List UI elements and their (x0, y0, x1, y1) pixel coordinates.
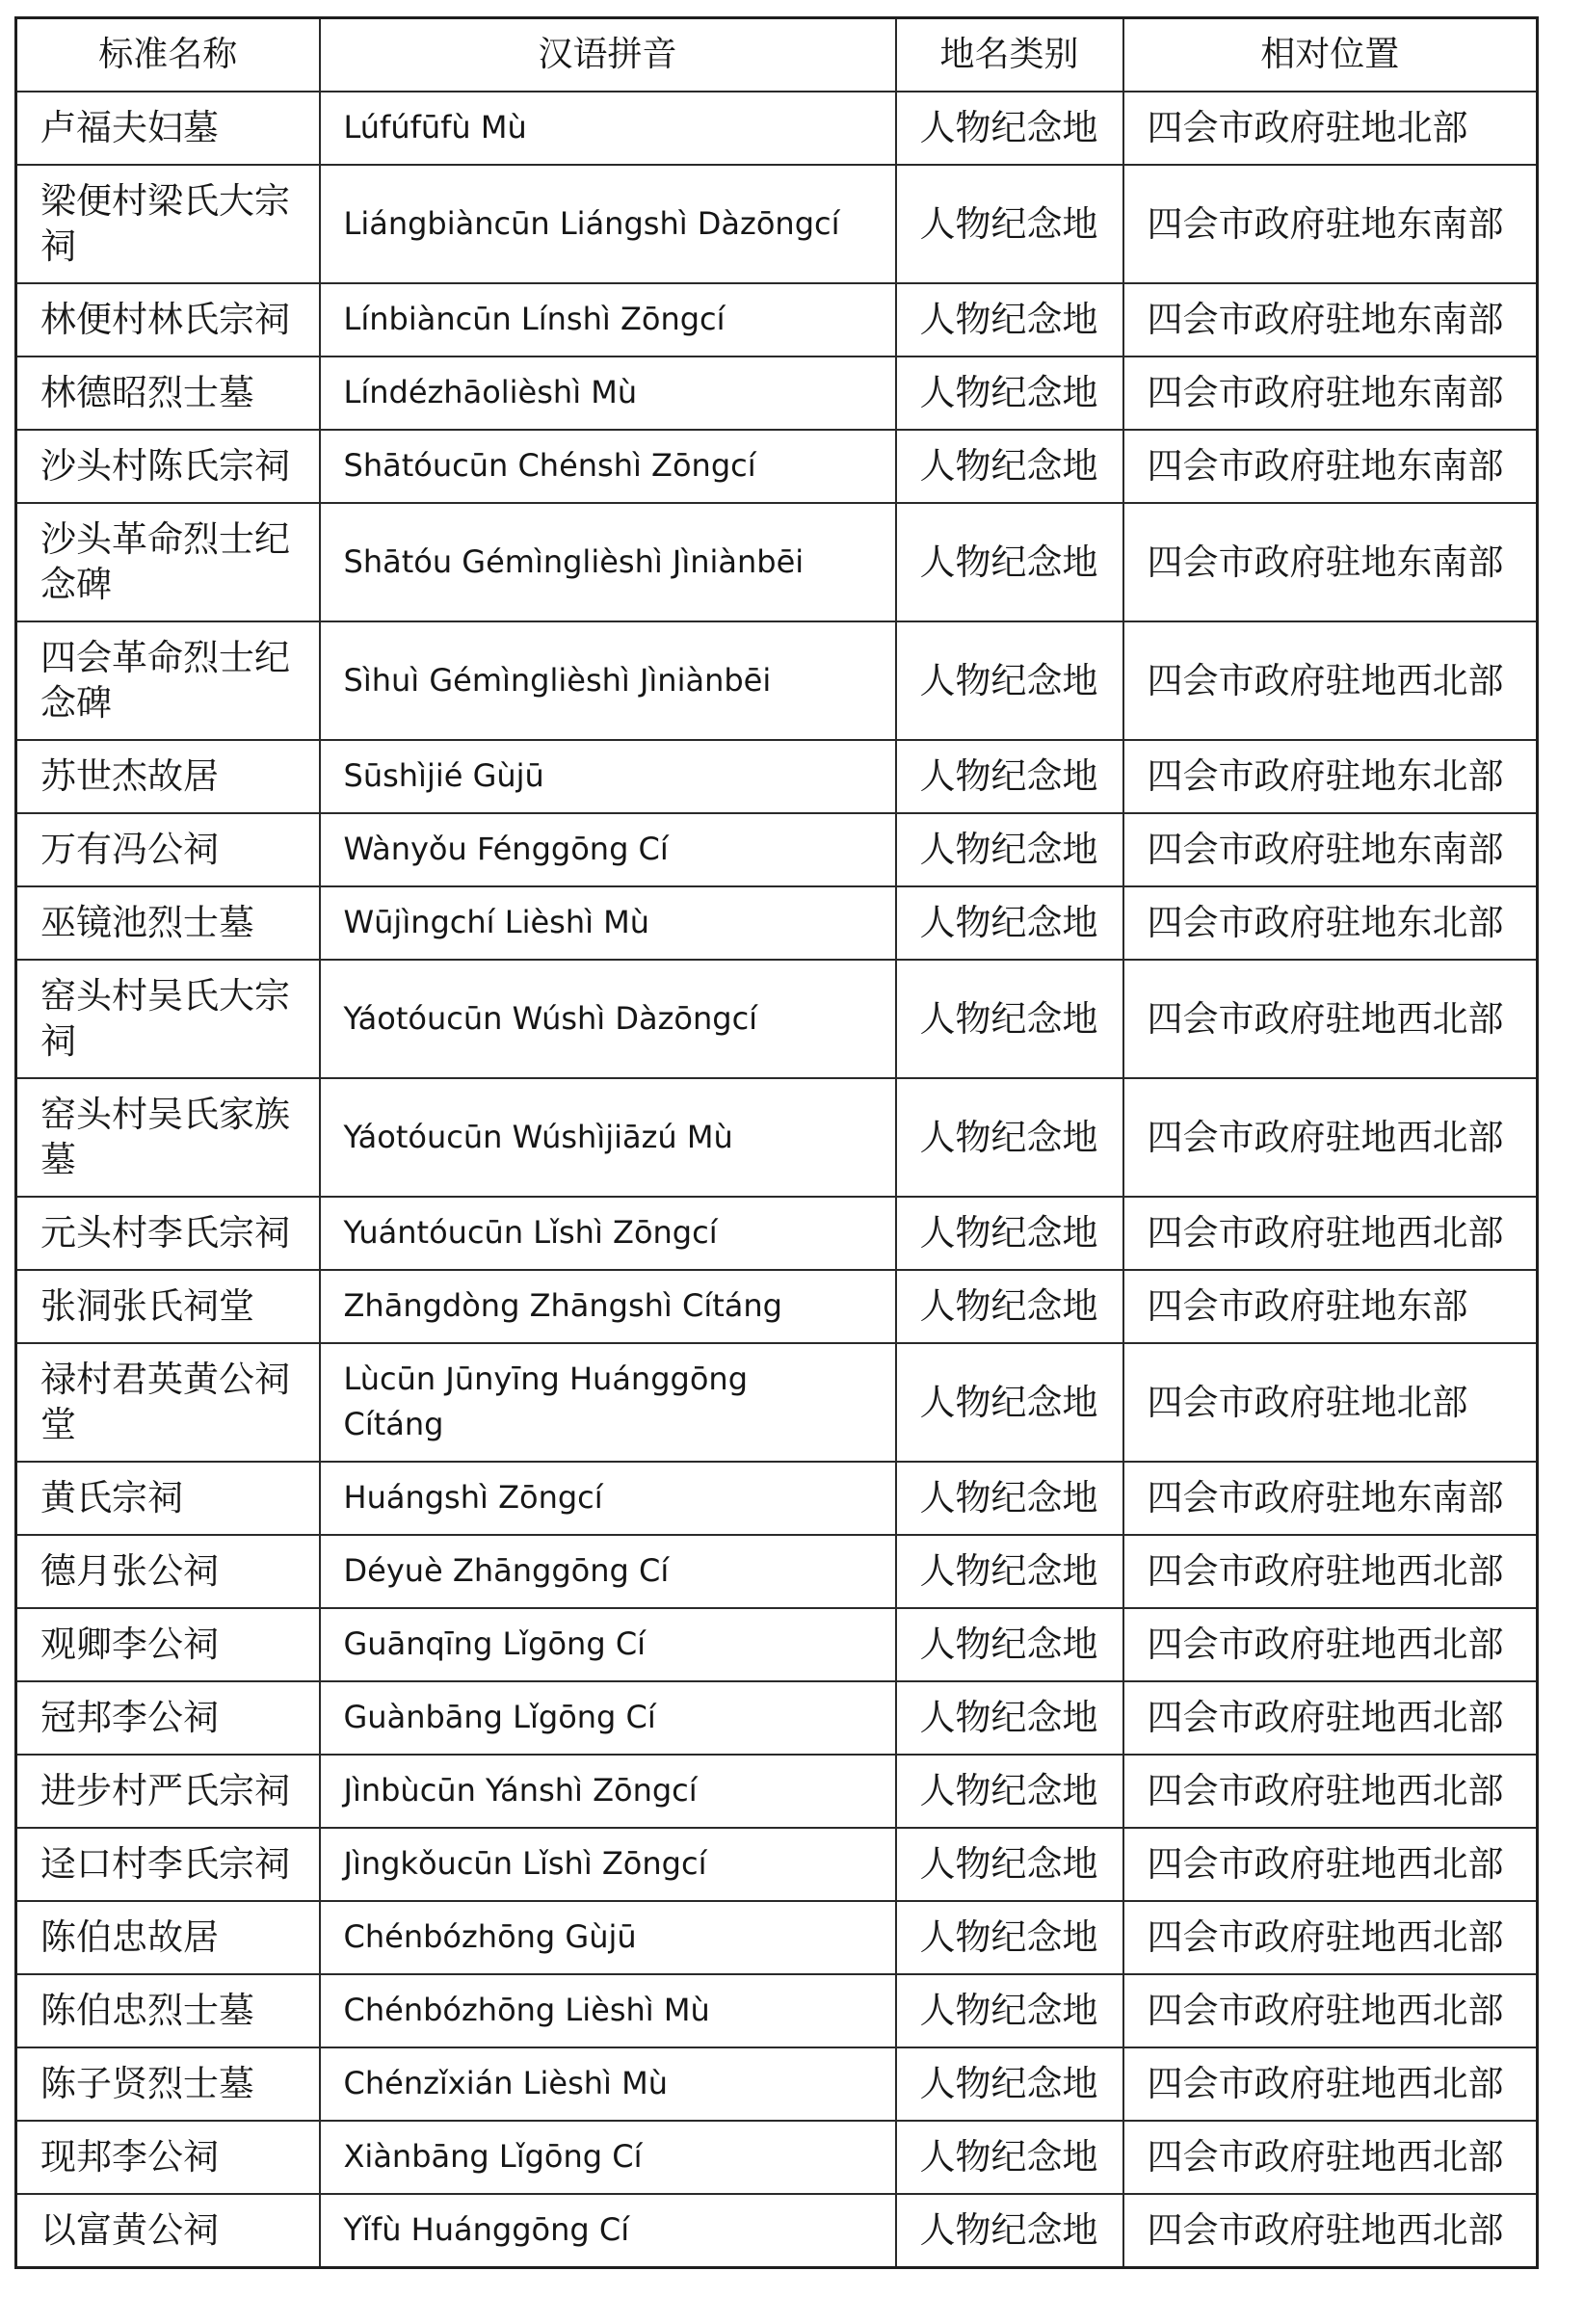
table-row (16, 503, 1538, 621)
cell-category: 人物纪念地 (896, 1462, 1123, 1535)
cell-name: 沙头村陈氏宗祠 (16, 430, 320, 503)
cell-category: 人物纪念地 (896, 740, 1123, 813)
cell-category: 人物纪念地 (896, 165, 1123, 283)
cell-pinyin: Shātóu Gémìnglièshì Jìniànbēi (320, 503, 896, 621)
cell-name: 观卿李公祠 (16, 1608, 320, 1681)
cell-location: 四会市政府驻地西北部 (1123, 2121, 1538, 2194)
cell-name: 万有冯公祠 (16, 813, 320, 886)
table-row (16, 960, 1538, 1078)
cell-name: 禄村君英黄公祠堂 (16, 1343, 320, 1462)
cell-name: 德月张公祠 (16, 1535, 320, 1608)
cell-location: 四会市政府驻地东部 (1123, 1270, 1538, 1343)
cell-category: 人物纪念地 (896, 2194, 1123, 2268)
table-row (16, 1343, 1538, 1462)
cell-pinyin: Yǐfù Huánggōng Cí (320, 2194, 896, 2268)
table-row (16, 2121, 1538, 2194)
cell-location: 四会市政府驻地东南部 (1123, 813, 1538, 886)
cell-category: 人物纪念地 (896, 430, 1123, 503)
cell-name: 林德昭烈士墓 (16, 357, 320, 430)
cell-name: 沙头革命烈士纪念碑 (16, 503, 320, 621)
cell-location: 四会市政府驻地西北部 (1123, 1681, 1538, 1755)
cell-pinyin: Chénzǐxián Lièshì Mù (320, 2047, 896, 2121)
cell-pinyin: Lúfúfūfù Mù (320, 92, 896, 165)
table-row (16, 621, 1538, 740)
cell-name: 陈伯忠烈士墓 (16, 1974, 320, 2047)
table-row (16, 92, 1538, 165)
cell-location: 四会市政府驻地西北部 (1123, 960, 1538, 1078)
cell-name: 巫镜池烈士墓 (16, 886, 320, 960)
table-row (16, 2194, 1538, 2268)
cell-name: 迳口村李氏宗祠 (16, 1828, 320, 1901)
table-row (16, 1755, 1538, 1828)
table-row (16, 2047, 1538, 2121)
cell-name: 元头村李氏宗祠 (16, 1197, 320, 1270)
cell-location: 四会市政府驻地西北部 (1123, 1535, 1538, 1608)
table-row (16, 1462, 1538, 1535)
cell-name: 梁便村梁氏大宗祠 (16, 165, 320, 283)
table-row (16, 1535, 1538, 1608)
table-row (16, 1270, 1538, 1343)
cell-pinyin: Jìngkǒucūn Lǐshì Zōngcí (320, 1828, 896, 1901)
table-row (16, 165, 1538, 283)
cell-category: 人物纪念地 (896, 621, 1123, 740)
cell-location: 四会市政府驻地西北部 (1123, 2047, 1538, 2121)
cell-location: 四会市政府驻地东北部 (1123, 886, 1538, 960)
cell-pinyin: Líndézhāolièshì Mù (320, 357, 896, 430)
cell-category: 人物纪念地 (896, 2047, 1123, 2121)
cell-category: 人物纪念地 (896, 1078, 1123, 1197)
cell-name: 现邦李公祠 (16, 2121, 320, 2194)
table-row (16, 1078, 1538, 1197)
cell-location: 四会市政府驻地西北部 (1123, 1755, 1538, 1828)
table-body (16, 92, 1538, 2268)
cell-pinyin: Wànyǒu Fénggōng Cí (320, 813, 896, 886)
cell-category: 人物纪念地 (896, 283, 1123, 357)
cell-location: 四会市政府驻地西北部 (1123, 2194, 1538, 2268)
cell-name: 四会革命烈士纪念碑 (16, 621, 320, 740)
cell-category: 人物纪念地 (896, 1681, 1123, 1755)
cell-category: 人物纪念地 (896, 2121, 1123, 2194)
cell-name: 黄氏宗祠 (16, 1462, 320, 1535)
cell-location: 四会市政府驻地西北部 (1123, 1828, 1538, 1901)
cell-pinyin: Huángshì Zōngcí (320, 1462, 896, 1535)
table-row (16, 283, 1538, 357)
cell-name: 窑头村吴氏大宗祠 (16, 960, 320, 1078)
cell-location: 四会市政府驻地北部 (1123, 1343, 1538, 1462)
cell-location: 四会市政府驻地西北部 (1123, 1608, 1538, 1681)
cell-category: 人物纪念地 (896, 92, 1123, 165)
cell-pinyin: Yáotóucūn Wúshì Dàzōngcí (320, 960, 896, 1078)
cell-location: 四会市政府驻地东南部 (1123, 283, 1538, 357)
cell-pinyin: Yuántóucūn Lǐshì Zōngcí (320, 1197, 896, 1270)
cell-location: 四会市政府驻地西北部 (1123, 1078, 1538, 1197)
header-row (16, 18, 1538, 92)
cell-category: 人物纪念地 (896, 1197, 1123, 1270)
cell-category: 人物纪念地 (896, 886, 1123, 960)
cell-name: 陈子贤烈士墓 (16, 2047, 320, 2121)
table-row (16, 1828, 1538, 1901)
cell-category: 人物纪念地 (896, 1974, 1123, 2047)
cell-location: 四会市政府驻地东南部 (1123, 430, 1538, 503)
cell-name: 进步村严氏宗祠 (16, 1755, 320, 1828)
table-row (16, 357, 1538, 430)
cell-pinyin: Jìnbùcūn Yánshì Zōngcí (320, 1755, 896, 1828)
table-row (16, 1608, 1538, 1681)
cell-pinyin: Xiànbāng Lǐgōng Cí (320, 2121, 896, 2194)
cell-category: 人物纪念地 (896, 1343, 1123, 1462)
cell-category: 人物纪念地 (896, 1270, 1123, 1343)
cell-category: 人物纪念地 (896, 813, 1123, 886)
cell-location: 四会市政府驻地北部 (1123, 92, 1538, 165)
header-category: 地名类别 (896, 18, 1123, 92)
cell-category: 人物纪念地 (896, 357, 1123, 430)
cell-pinyin: Chénbózhōng Gùjū (320, 1901, 896, 1974)
cell-pinyin: Lùcūn Jūnyīng Huánggōng Cítáng (320, 1343, 896, 1462)
cell-category: 人物纪念地 (896, 1608, 1123, 1681)
cell-location: 四会市政府驻地西北部 (1123, 1974, 1538, 2047)
cell-location: 四会市政府驻地东北部 (1123, 740, 1538, 813)
cell-name: 苏世杰故居 (16, 740, 320, 813)
cell-pinyin: Guānqīng Lǐgōng Cí (320, 1608, 896, 1681)
table-row (16, 430, 1538, 503)
table-row (16, 1681, 1538, 1755)
cell-category: 人物纪念地 (896, 1535, 1123, 1608)
cell-category: 人物纪念地 (896, 1901, 1123, 1974)
cell-pinyin: Wūjìngchí Lièshì Mù (320, 886, 896, 960)
cell-name: 林便村林氏宗祠 (16, 283, 320, 357)
table-row (16, 886, 1538, 960)
cell-name: 卢福夫妇墓 (16, 92, 320, 165)
table-row (16, 1901, 1538, 1974)
cell-category: 人物纪念地 (896, 1828, 1123, 1901)
header-pinyin: 汉语拼音 (320, 18, 896, 92)
cell-name: 张洞张氏祠堂 (16, 1270, 320, 1343)
cell-name: 陈伯忠故居 (16, 1901, 320, 1974)
cell-category: 人物纪念地 (896, 503, 1123, 621)
cell-name: 以富黄公祠 (16, 2194, 320, 2268)
cell-pinyin: Sūshìjié Gùjū (320, 740, 896, 813)
table-row (16, 813, 1538, 886)
table-row (16, 740, 1538, 813)
cell-pinyin: Guànbāng Lǐgōng Cí (320, 1681, 896, 1755)
cell-location: 四会市政府驻地东南部 (1123, 503, 1538, 621)
cell-category: 人物纪念地 (896, 960, 1123, 1078)
cell-location: 四会市政府驻地东南部 (1123, 165, 1538, 283)
cell-location: 四会市政府驻地西北部 (1123, 1197, 1538, 1270)
place-names-table (14, 16, 1539, 2269)
cell-location: 四会市政府驻地东南部 (1123, 357, 1538, 430)
table-row (16, 1974, 1538, 2047)
cell-pinyin: Chénbózhōng Lièshì Mù (320, 1974, 896, 2047)
cell-category: 人物纪念地 (896, 1755, 1123, 1828)
cell-pinyin: Déyuè Zhānggōng Cí (320, 1535, 896, 1608)
cell-pinyin: Shātóucūn Chénshì Zōngcí (320, 430, 896, 503)
cell-pinyin: Línbiàncūn Línshì Zōngcí (320, 283, 896, 357)
cell-pinyin: Zhāngdòng Zhāngshì Cítáng (320, 1270, 896, 1343)
cell-pinyin: Sìhuì Gémìnglièshì Jìniànbēi (320, 621, 896, 740)
table-row (16, 1197, 1538, 1270)
cell-pinyin: Yáotóucūn Wúshìjiāzú Mù (320, 1078, 896, 1197)
header-relative-position: 相对位置 (1123, 18, 1538, 92)
cell-pinyin: Liángbiàncūn Liángshì Dàzōngcí (320, 165, 896, 283)
cell-location: 四会市政府驻地西北部 (1123, 1901, 1538, 1974)
cell-name: 冠邦李公祠 (16, 1681, 320, 1755)
cell-name: 窑头村吴氏家族墓 (16, 1078, 320, 1197)
cell-location: 四会市政府驻地西北部 (1123, 621, 1538, 740)
cell-location: 四会市政府驻地东南部 (1123, 1462, 1538, 1535)
header-standard-name: 标准名称 (16, 18, 320, 92)
